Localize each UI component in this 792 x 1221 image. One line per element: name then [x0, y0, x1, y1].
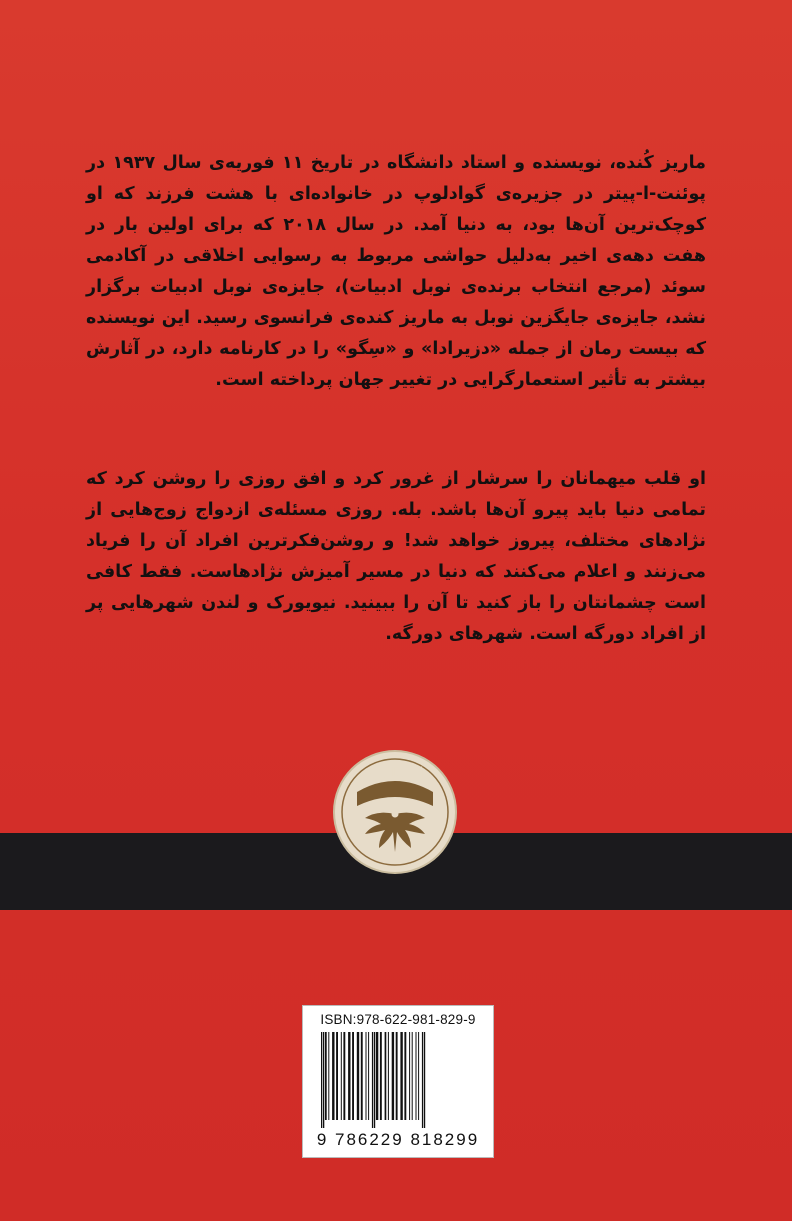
author-bio-paragraph	[86, 148, 706, 396]
barcode-bar	[418, 1032, 419, 1120]
publisher-logo	[335, 752, 455, 872]
paragraph-text: او قلب میهمانان را سرشار از غرور کرد و افق روزی را روشن کرد که تمامی دنیا باید پیرو آن‌ها باشد. بله. روزی مسئله‌ی ازدواج زوج‌هایی از نژادهای مختلف، پیروز خواهد شد! و روشن‌فکرترین افراد آن را فریاد می‌زنند و اعلام می‌کنند که دنیا در مسیر آمیزش نژادهاست. فقط کافی است چشمانتان را باز کنید تا آن را ببینید. نیویورک و لندن شهرهایی پر از افراد دورگه است. شهرهای دورگه.	[86, 469, 706, 644]
barcode-bar	[328, 1032, 329, 1120]
barcode-bar	[396, 1032, 398, 1120]
barcode-bar	[380, 1032, 382, 1120]
barcode-bar	[348, 1032, 350, 1120]
barcode-bar	[385, 1032, 387, 1120]
barcode-bar	[368, 1032, 369, 1120]
publisher-name: راه طلایی	[357, 764, 433, 782]
barcode-bar	[376, 1032, 378, 1120]
barcode-bar	[361, 1032, 363, 1120]
barcode-bar	[336, 1032, 338, 1120]
barcode-bar	[388, 1032, 389, 1120]
barcode-bar	[343, 1032, 345, 1120]
barcode-digits: 9 786229 818299	[316, 1130, 480, 1149]
barcode-bar	[372, 1032, 373, 1128]
barcode-bar	[400, 1032, 402, 1120]
barcode-bar	[412, 1032, 413, 1120]
book-excerpt-paragraph	[86, 464, 706, 650]
barcode-bar	[332, 1032, 334, 1120]
barcode-bar	[357, 1032, 359, 1120]
isbn-barcode	[302, 1005, 494, 1158]
isbn-label: ISBN:978-622-981-829-9	[320, 1012, 476, 1027]
paragraph-text: ماریز کُنده، نویسنده و استاد دانشگاه در تاریخ ۱۱ فوریه‌ی سال ۱۹۳۷ در پوئنت-ا-پیتر در جزیره‌ی گوادلوپ در خانواده‌ای با هشت فرزند که او کوچک‌ترین آن‌ها بود، به دنیا آمد. در سال ۲۰۱۸ که برای اولین بار در هفت دهه‌ی اخیر به‌دلیل حواشی مربوط به رسوایی اخلاقی در آکادمی سوئد (مرجع انتخاب برنده‌ی نوبل ادبیات)، جایزه‌ی نوبل ادبیات برگزار نشد، جایزه‌ی جایگزین نوبل به ماریز کنده‌ی فرانسوی رسید. این نویسنده که بیست رمان از جمله «دزیرادا» و «سِگو» را در کارنامه دارد، در آثارش بیشتر به تأثیر استعمارگرایی در تغییر جهان پرداخته است.	[86, 153, 706, 390]
barcode-icon	[317, 1032, 479, 1128]
barcode-bar	[416, 1032, 417, 1120]
barcode-bar	[352, 1032, 354, 1120]
barcode-bar	[409, 1032, 410, 1120]
barcode-bar	[323, 1032, 324, 1128]
barcode-bar	[341, 1032, 342, 1120]
barcode-bar	[374, 1032, 375, 1128]
barcode-bar	[392, 1032, 394, 1120]
barcode-bar	[404, 1032, 406, 1120]
barcode-bar	[422, 1032, 423, 1128]
barcode-bar	[321, 1032, 322, 1128]
barcode-bar	[325, 1032, 327, 1120]
barcode-bar	[424, 1032, 425, 1128]
barcode-bar	[366, 1032, 367, 1120]
